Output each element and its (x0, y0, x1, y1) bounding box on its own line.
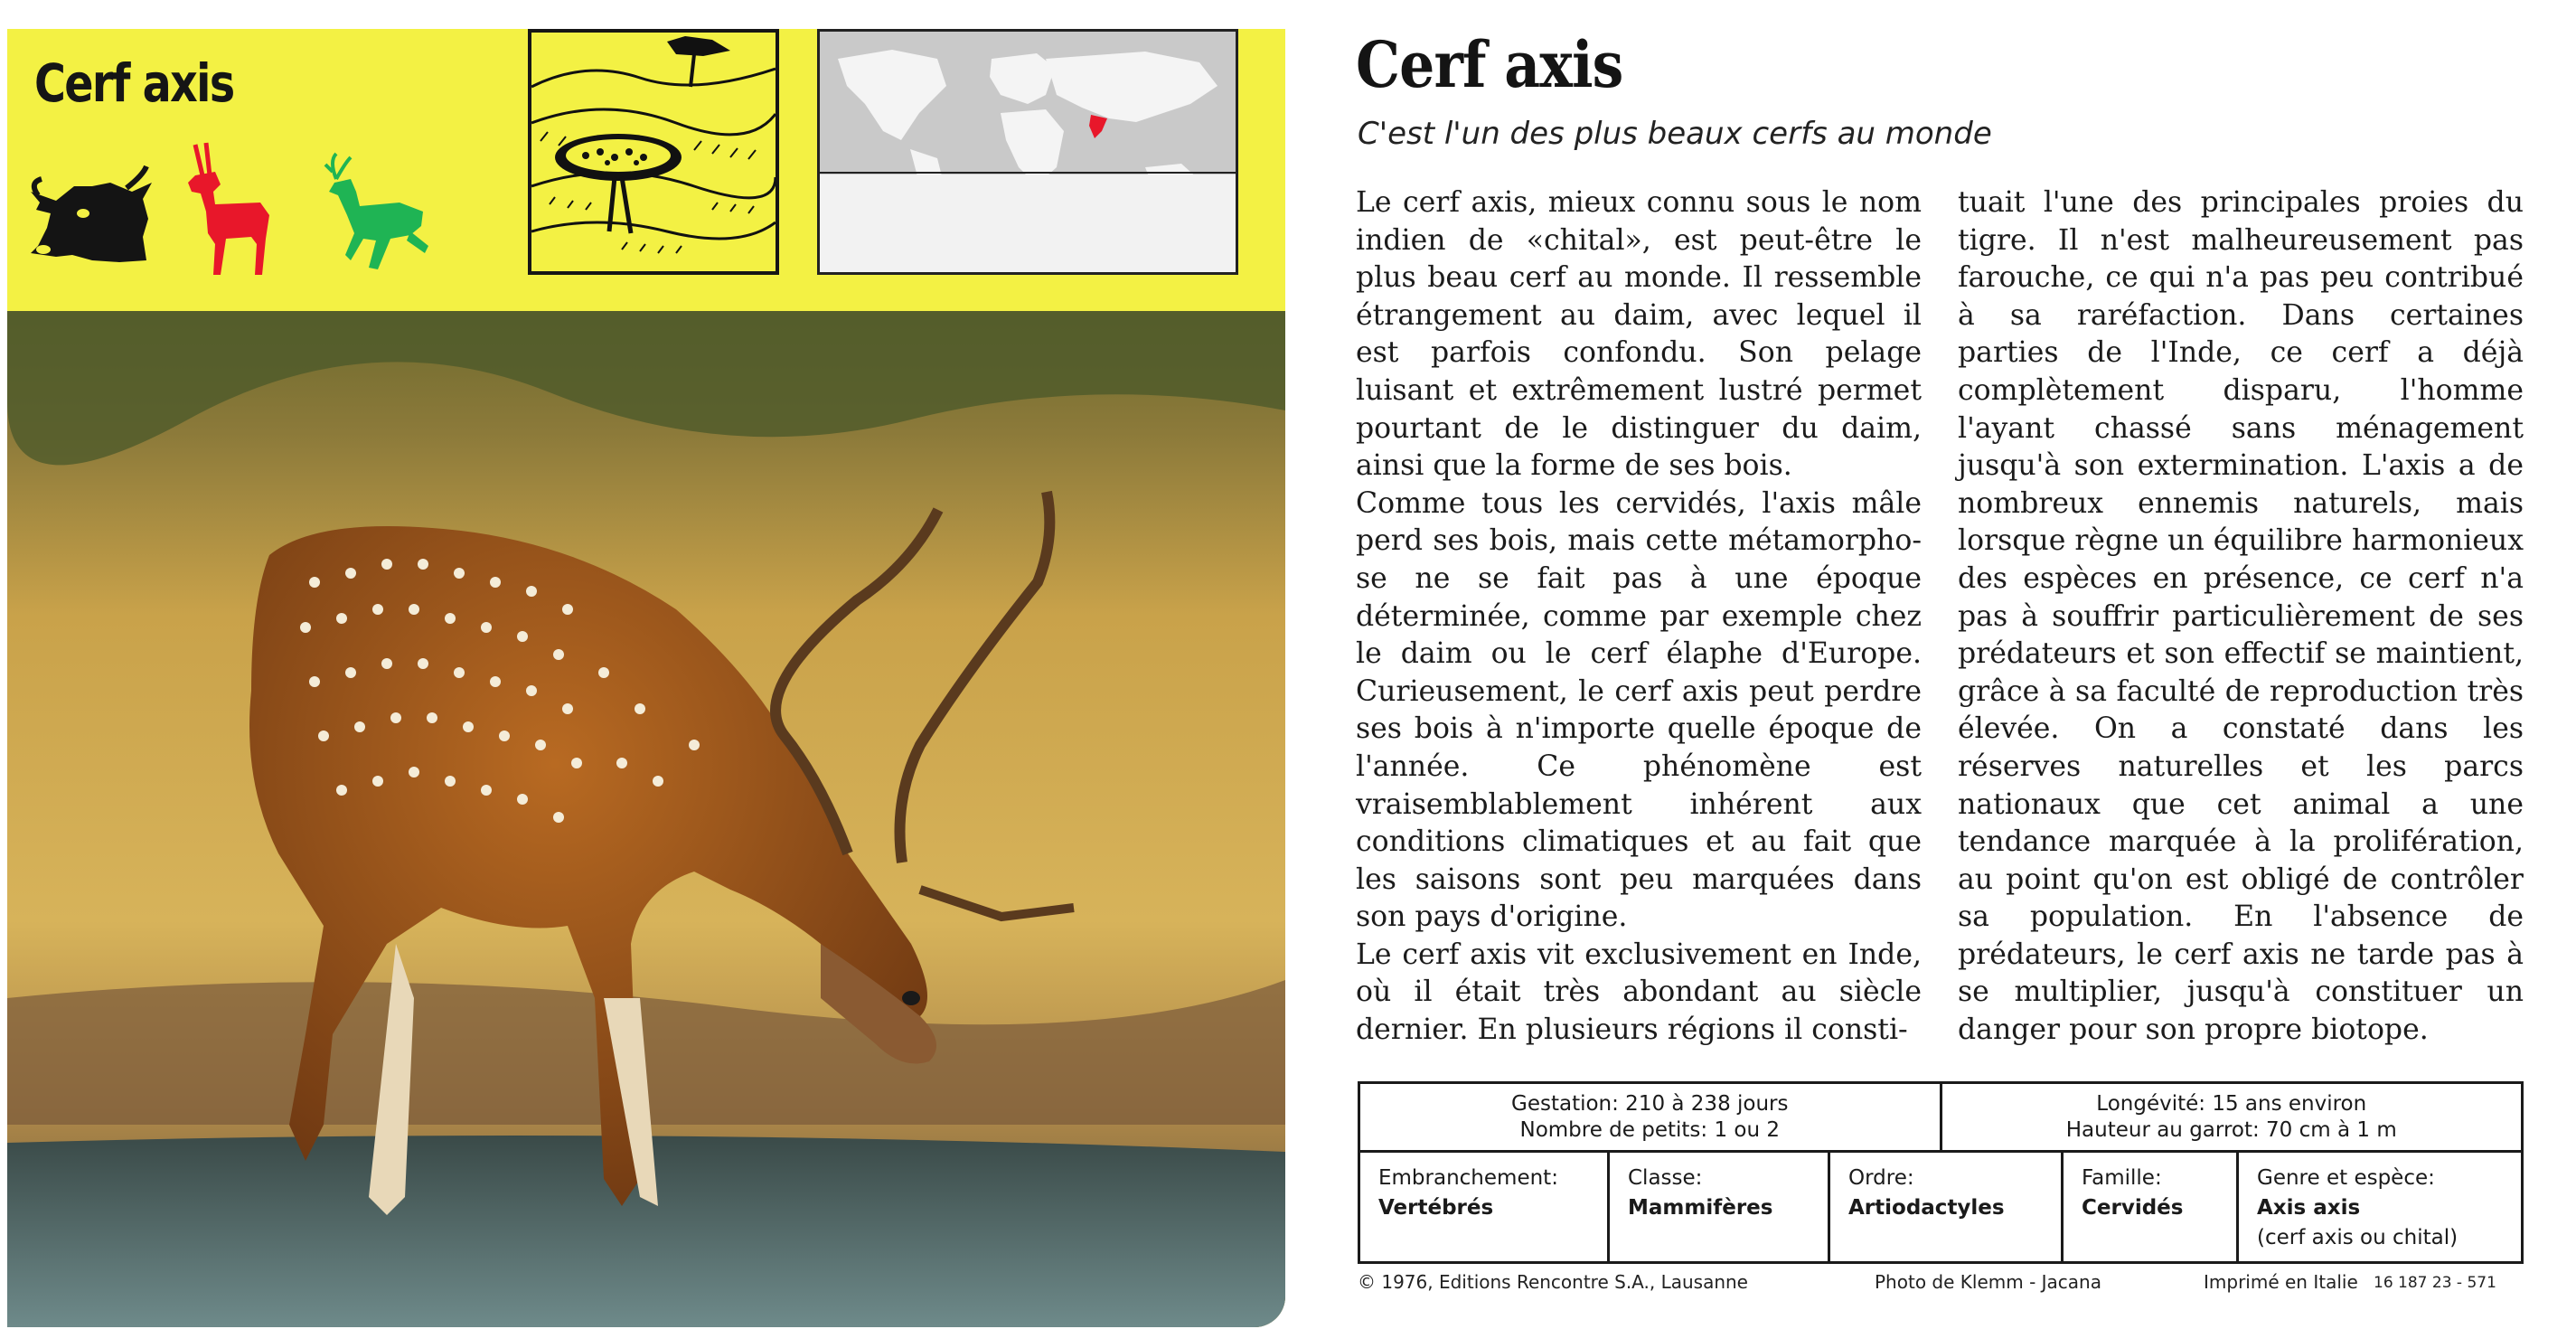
paragraph: Le cerf axis, mieux connu sous le nom indien de «chital», est peut-être le plus beau cerf au monde. Il ressemble étrangement au daim, avec lequel il est parfois confondu. Son pelage luisant et extrêmement lustré permet pourtant de le distinguer du daim, ainsi que la forme de ses bois. (1356, 186, 1922, 483)
paragraph: tuait l'une des principales proies du tigre. Il n'est malheureusement pas farouche, ce qui n'a pas peu contribué à sa raréfaction. Dans certaines parties de l'Inde, ce cerf a déjà complètement disparu, l'homme l'ayant chassé sans ménagement jusqu'à son extermination. L'axis a de nombreux ennemis naturels, mais lorsque règne un équilibre harmonieux des espèces en présence, ce cerf n'a pas à souffrir particulièrement de ses prédateurs et son effectif se maintient, grâce à sa faculté de reproduction très élevée. On a constaté dans les réserves naturelles et les parcs nationaux que cet animal a une tendance marquée à la prolifération, au point qu'on est obligé de contrôler sa population. En l'absence de prédateurs, le cerf axis ne tarde pas à se multiplier, jusqu'à constituer un danger pour son propre biotope. (1958, 186, 2524, 1047)
taxonomy-value: Axis axis (2257, 1196, 2361, 1220)
text-column-left (1356, 184, 1922, 1050)
card-code: 16 187 23 - 571 (2374, 1274, 2496, 1292)
taxonomy-label: Classe: (1628, 1166, 1703, 1190)
taxonomy-label: Embranchement: (1378, 1166, 1558, 1190)
deer-leaping-icon (324, 152, 432, 278)
gestation-text: Gestation: 210 à 238 jours (1511, 1091, 1789, 1116)
chital-deer-drinking-photo (7, 311, 1285, 1327)
taxonomy-value: Mammifères (1628, 1196, 1773, 1220)
printed-in: Imprimé en Italie (2204, 1271, 2358, 1293)
longevity-text: Longévité: 15 ans environ (2096, 1091, 2367, 1116)
taxonomy-cell (2239, 1153, 2521, 1261)
page-title: Cerf axis (1356, 27, 1623, 102)
taxonomy-cell (1360, 1153, 1610, 1261)
ox-head-icon (20, 156, 155, 264)
size-cell (1942, 1084, 2522, 1150)
left-card (7, 29, 1285, 1327)
photo (7, 311, 1285, 1327)
taxonomy-cell (2064, 1153, 2239, 1261)
taxonomy-cell (1830, 1153, 2064, 1261)
taxonomy-row (1360, 1153, 2521, 1261)
photo-credit: Photo de Klemm - Jacana (1875, 1271, 2101, 1293)
taxonomy-label: Ordre: (1848, 1166, 1914, 1190)
taxonomy-label: Genre et espèce: (2257, 1166, 2435, 1190)
facts-table (1358, 1081, 2524, 1264)
reproduction-cell (1360, 1084, 1942, 1150)
right-card (1302, 0, 2576, 1329)
paragraph: Comme tous les cervidés, l'axis mâle perd ses bois, mais cette métamorphose ne se fait pas à une époque déterminée, comme par exemple chez le daim ou le cerf élaphe d'Europe. Curieusement, le cerf axis peut perdre ses bois à n'importe quelle époque de l'année. Ce phénomène est vraisemblablement inhérent aux conditions climatiques et au fait que les saisons sont peu marquées dans son pays d'origine. (1356, 486, 1922, 934)
taxonomy-value: Vertébrés (1378, 1196, 1494, 1220)
height-text: Hauteur au garrot: 70 cm à 1 m (2065, 1117, 2397, 1142)
offspring-text: Nombre de petits: 1 ou 2 (1519, 1117, 1780, 1142)
text-column-right (1958, 184, 2524, 1050)
taxonomy-note: (cerf axis ou chital) (2257, 1226, 2458, 1249)
taxonomy-value: Artiodactyles (1848, 1196, 2005, 1220)
copyright: © 1976, Editions Rencontre S.A., Lausanne (1358, 1271, 1748, 1293)
paragraph: Le cerf axis vit exclusivement en Inde, où il était très abondant au siècle dernier. En plusieurs régions il consti- (1356, 938, 1922, 1047)
world-map (817, 29, 1238, 275)
taxonomy-cell (1610, 1153, 1830, 1261)
world-map-india-icon (820, 32, 1236, 272)
subtitle: C'est l'un des plus beaux cerfs au monde (1358, 116, 1992, 152)
antelope-icon (175, 139, 275, 284)
taxonomy-label: Famille: (2082, 1166, 2162, 1190)
taxonomy-value: Cervidés (2082, 1196, 2184, 1220)
card-title: Cerf axis (34, 52, 234, 114)
habitat-illustration (528, 29, 779, 275)
facts-top-row (1360, 1084, 2521, 1153)
savanna-landscape-icon (531, 33, 776, 271)
